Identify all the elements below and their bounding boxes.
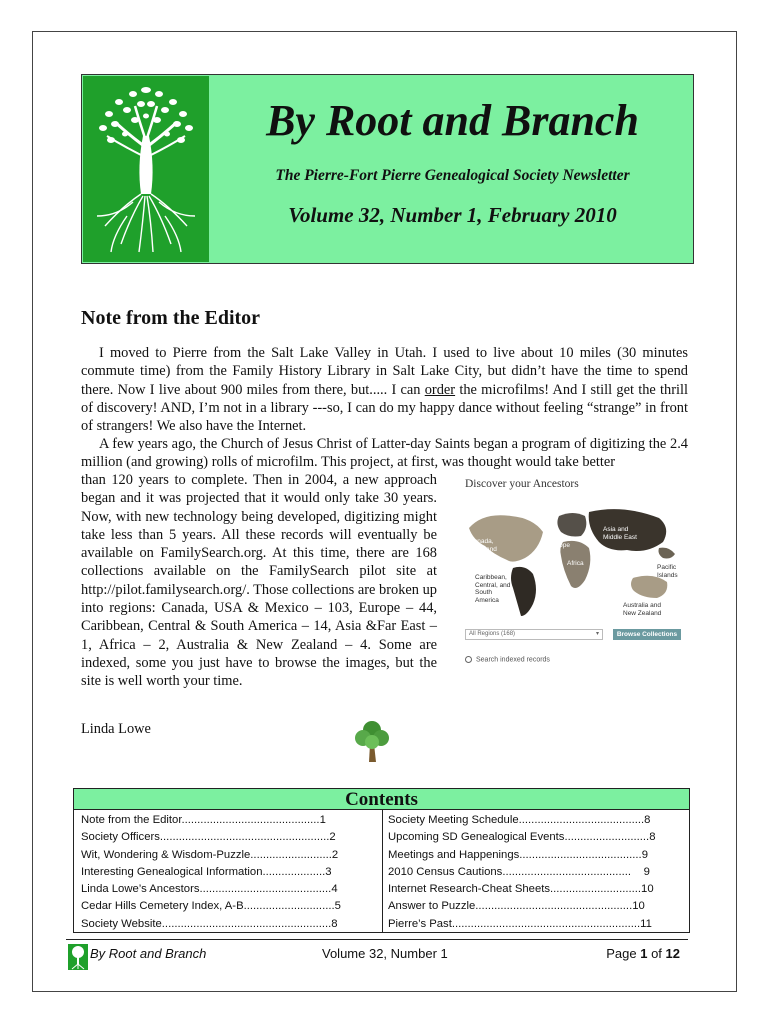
- toc-page: 2: [331, 848, 339, 861]
- page-footer: [66, 942, 688, 970]
- toc-title: Interesting Genealogical Information: [81, 865, 263, 878]
- map-label-asia: Asia and Middle East: [603, 526, 637, 541]
- footer-rule: [66, 939, 688, 940]
- toc-entry[interactable]: Interesting Genealogical Information....................3: [81, 865, 332, 878]
- tree-logo: [83, 76, 209, 262]
- toc-title: Pierre’s Past: [388, 917, 452, 930]
- toc-page: 1: [319, 814, 326, 826]
- toc-page: 9: [643, 865, 650, 878]
- region-select-value: All Regions (168): [469, 631, 516, 637]
- footer-newsletter-name: By Root and Branch: [90, 946, 207, 961]
- toc-page: 2: [329, 831, 336, 844]
- toc-entry[interactable]: Wit, Wondering & Wisdom-Puzzle..........................2: [81, 848, 339, 861]
- toc-page: 8: [331, 917, 338, 930]
- toc-entry[interactable]: Note from the Editor............................................1: [81, 814, 326, 826]
- toc-title: Wit, Wondering & Wisdom-Puzzle: [81, 848, 251, 861]
- toc-entry[interactable]: Pierre’s Past............................................................11: [388, 917, 652, 930]
- footer-tree-icon: [68, 944, 88, 970]
- toc-entry[interactable]: 2010 Census Cautions......................................... 9: [388, 865, 650, 878]
- toc-title: Answer to Puzzle: [388, 900, 476, 913]
- toc-title: Upcoming SD Genealogical Events: [388, 831, 565, 844]
- toc-entry[interactable]: Internet Research-Cheat Sheets.............................10: [388, 883, 654, 896]
- page-of: of: [651, 946, 662, 961]
- toc-entry[interactable]: Answer to Puzzle..................................................10: [388, 900, 645, 913]
- p1-text-a: I moved to Pierre from the Salt Lake Valley in Utah. I used to live about 10 miles (30 minutes commute time) from the Family History Library in Salt Lake City, but didn’t have the time to spend there. Now I live about 900 miles from there, but..... I can: [81, 345, 688, 398]
- map-label-canada: Canada, USA, and Mexico: [469, 538, 497, 560]
- contents-divider: [382, 810, 383, 933]
- small-tree-icon: [354, 718, 390, 764]
- toc-page: 10: [632, 900, 645, 913]
- masthead: [81, 74, 694, 264]
- toc-page: 4: [331, 883, 338, 896]
- toc-title: 2010 Census Cautions: [388, 865, 503, 878]
- toc-entry[interactable]: Society Website......................................................8: [81, 917, 338, 930]
- toc-entry[interactable]: Cedar Hills Cemetery Index, A-B.............................5: [81, 900, 341, 913]
- toc-page: 10: [641, 883, 654, 896]
- toc-title: Internet Research-Cheat Sheets: [388, 883, 551, 896]
- toc-title: Cedar Hills Cemetery Index, A-B: [81, 900, 244, 913]
- p1-text-b: the microfilms! And I still get the thrill of discovery! AND, I’m not in a library ---so, I can do my happy dance without feeling “strange” in front of strangers! We also have the Internet.: [81, 381, 688, 435]
- toc-title: Society Meeting Schedule: [388, 814, 519, 826]
- world-map: [463, 498, 685, 622]
- contents-heading: Contents: [74, 789, 689, 810]
- toc-title: Linda Lowe’s Ancestors: [81, 883, 200, 896]
- page-number: [606, 946, 680, 961]
- footer-volume: Volume 32, Number 1: [322, 946, 448, 961]
- search-icon: [465, 656, 472, 663]
- article-paragraph-1: [81, 344, 688, 435]
- toc-page: 3: [325, 865, 332, 878]
- region-select[interactable]: [465, 629, 603, 640]
- toc-entry[interactable]: Linda Lowe’s Ancestors..........................................4: [81, 883, 338, 896]
- article-paragraph-3: than 120 years to complete. Then in 2004, a new approach began and it was projected that it would only take 30 years. Now, with new technology being developed, digitizing might take less than 5 years. All these records will eventually be available on FamilySearch.org. At this time, there are 168 collections available on the FamilySearch pilot site at http://pilot.familysearch.org/. Those collections are broken up into regions: Canada, USA & Mexico – 103, Europe – 44, Caribbean, Central & South America – 14, Asia &Far East – 1, Africa – 2, Australia & New Zealand – 4. Some are indexed, some you just have to browse the images, but the site is well worth your time.: [81, 472, 437, 690]
- article-heading: Note from the Editor: [81, 307, 261, 329]
- chevron-down-icon: ▾: [595, 631, 599, 637]
- search-link-text: Search indexed records: [476, 656, 550, 664]
- toc-title: Society Officers: [81, 831, 160, 844]
- toc-entry[interactable]: Society Officers......................................................2: [81, 831, 336, 844]
- map-label-caribbean: Caribbean, Central, and South America: [475, 574, 511, 604]
- fs-title: Discover your Ancestors: [465, 478, 579, 490]
- familysearch-screenshot: [463, 476, 685, 672]
- toc-title: Note from the Editor: [81, 814, 182, 826]
- author-signature: Linda Lowe: [81, 721, 151, 737]
- search-indexed-link[interactable]: [465, 656, 550, 663]
- browse-collections-button[interactable]: Browse Collections: [613, 629, 681, 640]
- tree-icon: [83, 76, 209, 262]
- toc-page: 8: [644, 814, 651, 826]
- map-label-africa: Africa: [567, 560, 584, 567]
- tree-clipart: [354, 718, 390, 769]
- toc-page: 9: [641, 848, 648, 861]
- map-label-pacific: Pacific Islands: [657, 564, 678, 579]
- toc-entry[interactable]: Meetings and Happenings.......................................9: [388, 848, 648, 861]
- toc-page: 5: [334, 900, 341, 913]
- map-label-australia: Australia and New Zealand: [623, 602, 662, 617]
- contents-left-column: [81, 812, 379, 933]
- article-paragraph-2: A few years ago, the Church of Jesus Christ of Latter-day Saints began a program of digitizing the 2.4 million (and growing) rolls of microfilm. This project, at first, was thought would take better: [81, 436, 688, 471]
- page-total: 12: [665, 946, 680, 961]
- toc-page: 8: [649, 831, 656, 844]
- table-of-contents: [73, 788, 690, 933]
- newsletter-subtitle: The Pierre-Fort Pierre Genealogical Society Newsletter: [275, 167, 630, 184]
- toc-page: 11: [640, 917, 652, 930]
- toc-title: Society Website: [81, 917, 162, 930]
- newsletter-title: By Root and Branch: [266, 96, 639, 145]
- toc-title: Meetings and Happenings: [388, 848, 520, 861]
- toc-entry[interactable]: Upcoming SD Genealogical Events...........................8: [388, 831, 656, 844]
- page-label: Page: [606, 946, 637, 961]
- page-current: 1: [640, 946, 648, 961]
- issue-volume: Volume 32, Number 1, February 2010: [288, 203, 617, 227]
- p1-underlined-word: order: [424, 381, 456, 398]
- map-label-europe: Europe: [549, 542, 570, 549]
- toc-entry[interactable]: Society Meeting Schedule........................................8: [388, 814, 651, 826]
- contents-right-column: [388, 812, 686, 933]
